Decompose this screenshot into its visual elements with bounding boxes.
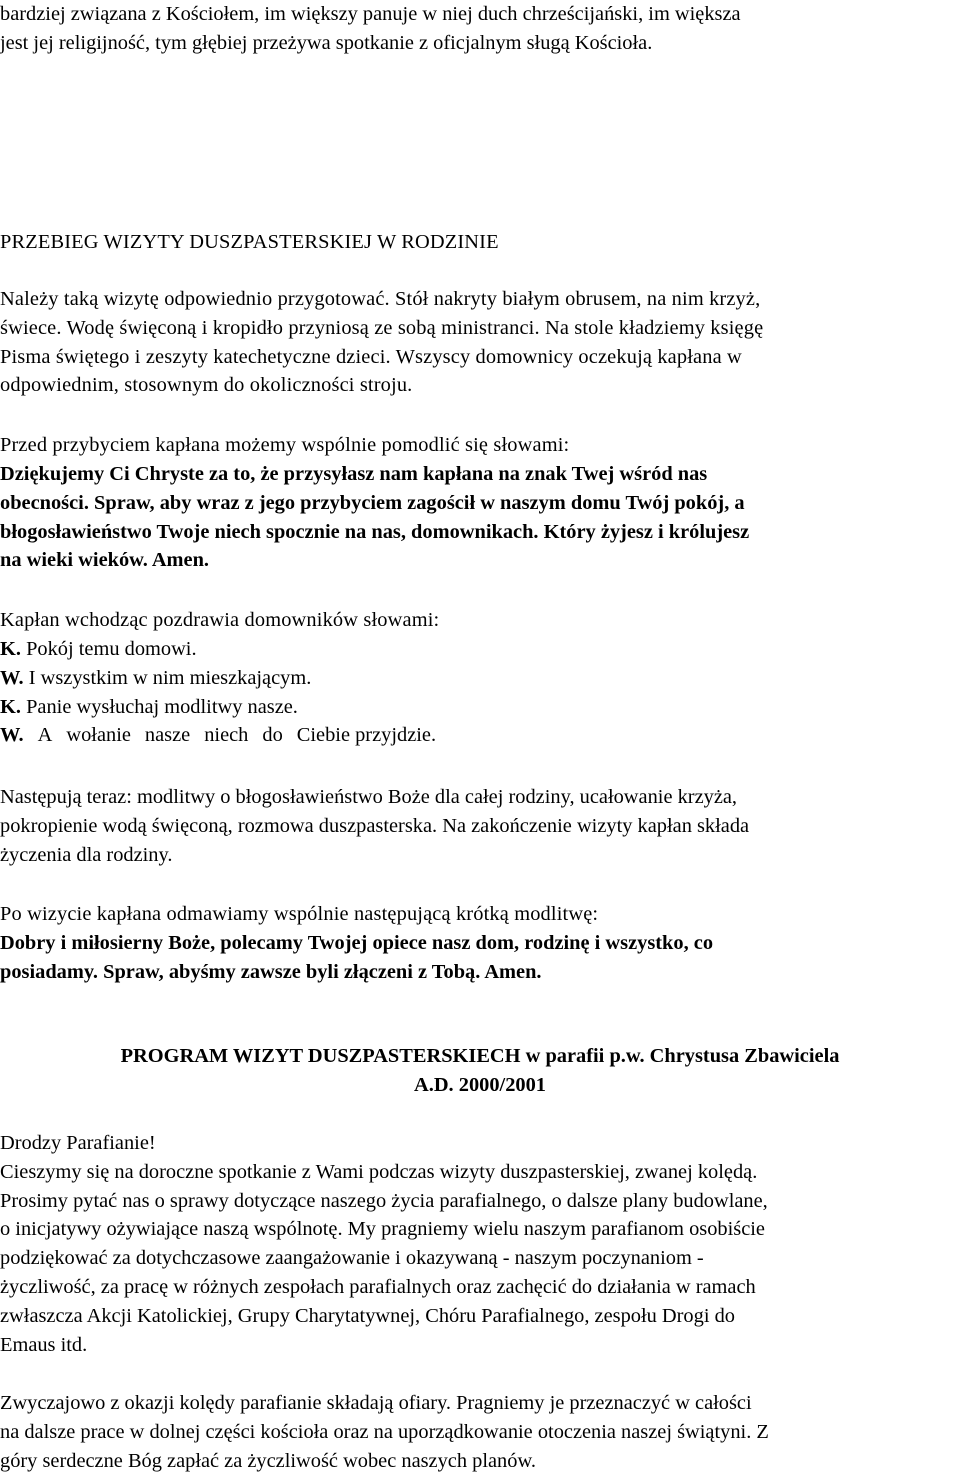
dialogue-text: Panie wysłuchaj modlitwy nasze.: [26, 695, 298, 718]
speaker-label: K.: [0, 638, 21, 660]
next-steps-paragraph: [0, 783, 960, 869]
text-line: zwłaszcza Akcji Katolickiej, Grupy Charytatywnej, Chóru Parafialnego, zespołu Drogi do: [0, 1304, 735, 1327]
dialogue-line: [0, 664, 960, 693]
text-line: Przed przybyciem kapłana możemy wspólnie pomodlić się słowami:: [0, 434, 570, 456]
text-line: Kapłan wchodząc pozdrawia domowników słowami:: [0, 609, 440, 631]
text-line: Należy taką wizytę odpowiednio przygotować. Stół nakryty białym obrusem, na nim krzyż,: [0, 288, 761, 310]
after-visit-intro: [0, 900, 960, 929]
text-line: życzliwość, za pracę w różnych zespołach parafialnych oraz zachęcić do działania w ramach: [0, 1275, 756, 1298]
prayer-intro: [0, 431, 960, 460]
dialogue-text: I wszystkim w nim mieszkającym.: [28, 666, 312, 689]
section-heading-visit: [0, 228, 960, 257]
text-line: góry serdeczne Bóg zapłać za życzliwość wobec naszych planów.: [0, 1449, 536, 1472]
greeting-intro: [0, 606, 960, 635]
dialogue-word: wołanie: [66, 724, 131, 747]
text-line: świece. Wodę święconą i kropidło przyniosą ze sobą ministranci. Na stole kładziemy księgę: [0, 316, 764, 339]
dialogue-word: A: [37, 724, 53, 747]
program-letter: [0, 1129, 960, 1359]
text-line: pokropienie wodą święconą, rozmowa duszpasterska. Na zakończenie wizyty kapłan składa: [0, 814, 750, 837]
speaker-label: W.: [0, 666, 24, 689]
text-line: Dziękujemy Ci Chryste za to, że przysyłasz nam kapłana na znak Twej wśród nas: [0, 463, 708, 485]
dialogue-word: do: [262, 724, 283, 747]
text-line: o inicjatywy ożywiające naszą wspólnotę. My pragniemy wielu naszym parafianom osobiście: [0, 1218, 765, 1241]
dialogue-text: Pokój temu domowi.: [26, 638, 197, 660]
after-visit-prayer: [0, 929, 960, 987]
intro-paragraph: [0, 0, 960, 58]
text-line: Po wizycie kapłana odmawiamy wspólnie następującą krótką modlitwę:: [0, 903, 599, 925]
dialogue-line: [0, 721, 960, 750]
program-title-line: PROGRAM WIZYT DUSZPASTERSKIECH w parafii p.w. Chrystusa Zbawiciela: [120, 1045, 840, 1067]
text-line: bardziej związana z Kościołem, im większy panuje w niej duch chrześcijański, im większa: [0, 3, 741, 25]
welcome-prayer: [0, 460, 960, 575]
speaker-label: K.: [0, 695, 21, 718]
text-line: Cieszymy się na doroczne spotkanie z Wami podczas wizyty duszpasterskiej, zwanej kolędą.: [0, 1160, 758, 1183]
dialogue-line: [0, 693, 960, 722]
dialogue-line: [0, 635, 960, 664]
speaker-label: W.: [0, 724, 24, 747]
greeting-dialogue: [0, 635, 960, 750]
text-line: podziękować za dotychczasowe zaangażowanie i okazywaną - naszym poczynaniom -: [0, 1247, 704, 1270]
text-line: Dobry i miłosierny Boże, polecamy Twojej opiece nasz dom, rodzinę i wszystko, co: [0, 932, 714, 954]
text-line: Prosimy pytać nas o sprawy dotyczące naszego życia parafialnego, o dalsze plany budowlane,: [0, 1189, 768, 1212]
dialogue-word: niech: [204, 724, 249, 747]
text-line: Emaus itd.: [0, 1333, 88, 1356]
text-line: Zwyczajowo z okazji kolędy parafianie składają ofiary. Pragniemy je przeznaczyć w całości: [0, 1392, 752, 1414]
program-title-line: A.D. 2000/2001: [414, 1073, 546, 1096]
dialogue-word: Ciebie przyjdzie.: [296, 724, 437, 747]
dialogue-word: nasze: [144, 724, 191, 747]
text-line: błogosławieństwo Twoje niech spocznie na nas, domownikach. Który żyjesz i królujesz: [0, 520, 750, 543]
text-line: jest jej religijność, tym głębiej przeżywa spotkanie z oficjalnym sługą Kościoła.: [0, 31, 653, 54]
salutation: Drodzy Parafianie!: [0, 1132, 156, 1154]
text-line: Następują teraz: modlitwy o błogosławieństwo Boże dla całej rodziny, ucałowanie krzyża,: [0, 786, 738, 808]
text-line: posiadamy. Spraw, abyśmy zawsze byli złączeni z Tobą. Amen.: [0, 960, 542, 983]
text-line: odpowiednim, stosownym do okoliczności stroju.: [0, 374, 413, 397]
offering-paragraph: [0, 1389, 960, 1475]
text-line: Pisma świętego i zeszyty katechetyczne dzieci. Wszyscy domownicy oczekują kapłana w: [0, 345, 742, 368]
text-line: życzenia dla rodziny.: [0, 843, 173, 866]
program-heading: [0, 1042, 960, 1100]
preparation-paragraph: [0, 285, 960, 400]
section-title: PRZEBIEG WIZYTY DUSZPASTERSKIEJ W RODZINIE: [0, 231, 499, 253]
text-line: obecności. Spraw, aby wraz z jego przybyciem zagościł w naszym domu Twój pokój, a: [0, 491, 745, 514]
text-line: na wieki wieków. Amen.: [0, 549, 210, 572]
text-line: na dalsze prace w dolnej części kościoła oraz na uporządkowanie otoczenia naszej świątyni. Z: [0, 1420, 769, 1443]
